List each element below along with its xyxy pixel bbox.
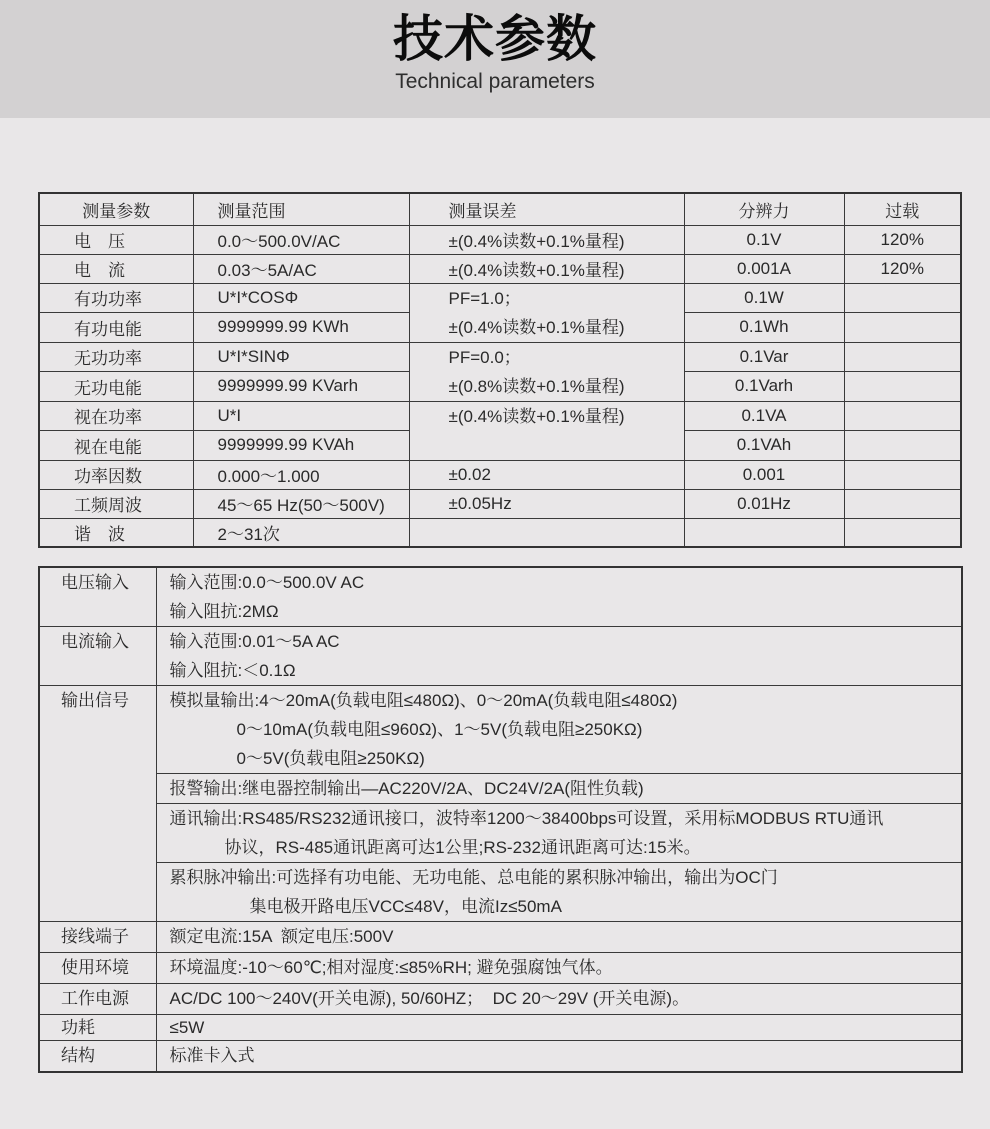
cell-param: 无功电能 bbox=[39, 372, 193, 402]
spec-line: 输入阻抗:2MΩ bbox=[169, 602, 279, 621]
cell-error bbox=[409, 518, 684, 547]
cell-error: ±0.02 bbox=[409, 460, 684, 489]
cell-resolution: 0.001A bbox=[684, 254, 844, 283]
cell-resolution: 0.01Hz bbox=[684, 489, 844, 518]
cell-resolution bbox=[684, 518, 844, 547]
table-row-reactive-power bbox=[39, 342, 961, 372]
cell-param: 视在电能 bbox=[39, 431, 193, 461]
table-row-harmonics bbox=[39, 518, 961, 547]
cell-param: 无功功率 bbox=[39, 342, 193, 372]
cell-resolution: 0.1Var bbox=[684, 342, 844, 372]
cell-overload bbox=[844, 489, 961, 518]
cell-range: U*I*SINΦ bbox=[193, 342, 409, 372]
cell-overload: 120% bbox=[844, 254, 961, 283]
page-header bbox=[0, 0, 990, 118]
header-resolution: 分辨力 bbox=[684, 193, 844, 225]
cell-error-merged bbox=[409, 342, 684, 401]
spec-content bbox=[156, 922, 962, 953]
table-row-current bbox=[39, 254, 961, 283]
table-row-current-input bbox=[39, 627, 962, 686]
cell-resolution: 0.1Wh bbox=[684, 313, 844, 343]
spec-line: 输入范围:0.0～500.0V AC bbox=[169, 573, 365, 592]
cell-range: 45～65 Hz(50～500V) bbox=[193, 489, 409, 518]
table-row-power-factor bbox=[39, 460, 961, 489]
spec-content bbox=[156, 953, 962, 984]
cell-range: U*I*COSΦ bbox=[193, 283, 409, 313]
spec-line: 累积脉冲输出:可选择有功电能、无功电能、总电能的累积脉冲输出，输出为OC门 bbox=[169, 868, 778, 887]
spec-line: 0～10mA(负载电阻≤960Ω)、1～5V(负载电阻≥250KΩ) bbox=[236, 720, 643, 739]
cell-param: 有功功率 bbox=[39, 283, 193, 313]
table-row-terminals bbox=[39, 922, 962, 953]
cell-overload bbox=[844, 372, 961, 402]
spec-label: 功耗 bbox=[39, 1015, 156, 1041]
cell-param: 电 流 bbox=[39, 254, 193, 283]
cell-range: 0.0～500.0V/AC bbox=[193, 225, 409, 254]
cell-resolution: 0.1VAh bbox=[684, 431, 844, 461]
cell-resolution: 0.001 bbox=[684, 460, 844, 489]
error-line bbox=[449, 431, 684, 460]
cell-overload bbox=[844, 431, 961, 461]
table-row-environment bbox=[39, 953, 962, 984]
page-subtitle: Technical parameters bbox=[395, 70, 595, 93]
cell-resolution: 0.1VA bbox=[684, 401, 844, 431]
table-row-power-supply bbox=[39, 984, 962, 1015]
table-row-voltage bbox=[39, 225, 961, 254]
cell-overload bbox=[844, 283, 961, 313]
error-line: ±(0.4%读数+0.1%量程) bbox=[448, 406, 625, 426]
table-row-power-consumption bbox=[39, 1015, 962, 1041]
header-measure-range: 测量范围 bbox=[193, 193, 409, 225]
spec-line: 模拟量输出:4～20mA(负载电阻≤480Ω)、0～20mA(负载电阻≤480Ω) bbox=[169, 691, 678, 710]
cell-overload bbox=[844, 313, 961, 343]
detailed-specs-table bbox=[38, 566, 963, 1073]
spec-line: 报警输出:继电器控制输出—AC220V/2A、DC24V/2A(阻性负载) bbox=[169, 779, 644, 798]
error-line: PF=1.0； bbox=[448, 288, 521, 308]
table-row-voltage-input bbox=[39, 567, 962, 627]
table-row-apparent-power bbox=[39, 401, 961, 431]
cell-param: 功率因数 bbox=[39, 460, 193, 489]
cell-range: 9999999.99 KVAh bbox=[193, 431, 409, 461]
cell-range: 9999999.99 KWh bbox=[193, 313, 409, 343]
spec-content bbox=[156, 804, 962, 863]
cell-overload bbox=[844, 518, 961, 547]
spec-line: 通讯输出:RS485/RS232通讯接口，波特率1200～38400bps可设置，采用标MODBUS RTU通讯 bbox=[169, 809, 884, 828]
cell-range: 2～31次 bbox=[193, 518, 409, 547]
spec-content bbox=[156, 984, 962, 1015]
cell-overload bbox=[844, 342, 961, 372]
table-row-output-analog bbox=[39, 686, 962, 774]
spec-label: 接线端子 bbox=[39, 922, 156, 953]
cell-range: U*I bbox=[193, 401, 409, 431]
cell-param: 有功电能 bbox=[39, 313, 193, 343]
cell-error: ±(0.4%读数+0.1%量程) bbox=[409, 254, 684, 283]
spec-content bbox=[156, 863, 962, 922]
spec-line: 输入范围:0.01～5A AC bbox=[169, 632, 340, 651]
table-row-output-comm bbox=[39, 804, 962, 863]
cell-resolution: 0.1V bbox=[684, 225, 844, 254]
table-header-row bbox=[39, 193, 961, 225]
spec-content bbox=[156, 774, 962, 804]
spec-content bbox=[156, 567, 962, 627]
spec-line: 输入阻抗:＜0.1Ω bbox=[169, 661, 296, 680]
cell-range: 9999999.99 KVarh bbox=[193, 372, 409, 402]
measurement-parameters-table bbox=[38, 192, 962, 548]
cell-error: ±(0.4%读数+0.1%量程) bbox=[409, 225, 684, 254]
spec-label: 输出信号 bbox=[39, 686, 156, 922]
table-row-active-power bbox=[39, 283, 961, 313]
spec-label: 电压输入 bbox=[39, 567, 156, 627]
cell-param: 工频周波 bbox=[39, 489, 193, 518]
spec-label: 工作电源 bbox=[39, 984, 156, 1015]
cell-overload: 120% bbox=[844, 225, 961, 254]
error-line: ±(0.8%读数+0.1%量程) bbox=[448, 376, 625, 396]
spec-content bbox=[156, 1015, 962, 1041]
table-row-frequency bbox=[39, 489, 961, 518]
cell-param: 电 压 bbox=[39, 225, 193, 254]
error-line: ±(0.4%读数+0.1%量程) bbox=[448, 317, 625, 337]
cell-error: ±0.05Hz bbox=[409, 489, 684, 518]
cell-overload bbox=[844, 401, 961, 431]
spec-line: 额定电流:15A 额定电压:500V bbox=[169, 927, 394, 946]
header-measure-parameter: 测量参数 bbox=[39, 193, 193, 225]
spec-line: 0～5V(负载电阻≥250KΩ) bbox=[236, 749, 425, 768]
spec-line: 集电极开路电压VCC≤48V，电流Iz≤50mA bbox=[249, 897, 562, 916]
header-overload: 过载 bbox=[844, 193, 961, 225]
spec-content bbox=[156, 686, 962, 774]
cell-error-merged bbox=[409, 401, 684, 460]
cell-range: 0.03～5A/AC bbox=[193, 254, 409, 283]
spec-label: 使用环境 bbox=[39, 953, 156, 984]
spec-line: ≤5W bbox=[169, 1018, 205, 1037]
table-row-structure bbox=[39, 1041, 962, 1073]
cell-param: 视在功率 bbox=[39, 401, 193, 431]
spec-label: 电流输入 bbox=[39, 627, 156, 686]
cell-overload bbox=[844, 460, 961, 489]
cell-resolution: 0.1W bbox=[684, 283, 844, 313]
spec-content bbox=[156, 1041, 962, 1073]
table-row-output-pulse bbox=[39, 863, 962, 922]
spec-line: 环境温度:-10～60℃;相对湿度:≤85%RH; 避免强腐蚀气体。 bbox=[169, 958, 613, 977]
spec-line: AC/DC 100～240V(开关电源), 50/60HZ； DC 20～29V (开关电源)。 bbox=[169, 989, 690, 1008]
spec-line: 协议，RS-485通讯距离可达1公里;RS-232通讯距离可达:15米。 bbox=[224, 838, 701, 857]
header-measure-error: 测量误差 bbox=[409, 193, 684, 225]
cell-range: 0.000～1.000 bbox=[193, 460, 409, 489]
spec-label: 结构 bbox=[39, 1041, 156, 1073]
table-row-output-alarm bbox=[39, 774, 962, 804]
error-line: PF=0.0； bbox=[448, 347, 521, 367]
cell-resolution: 0.1Varh bbox=[684, 372, 844, 402]
cell-param: 谐 波 bbox=[39, 518, 193, 547]
page-title: 技术参数 bbox=[393, 11, 597, 67]
spec-line: 标准卡入式 bbox=[169, 1046, 255, 1065]
spec-content bbox=[156, 627, 962, 686]
cell-error-merged bbox=[409, 283, 684, 342]
